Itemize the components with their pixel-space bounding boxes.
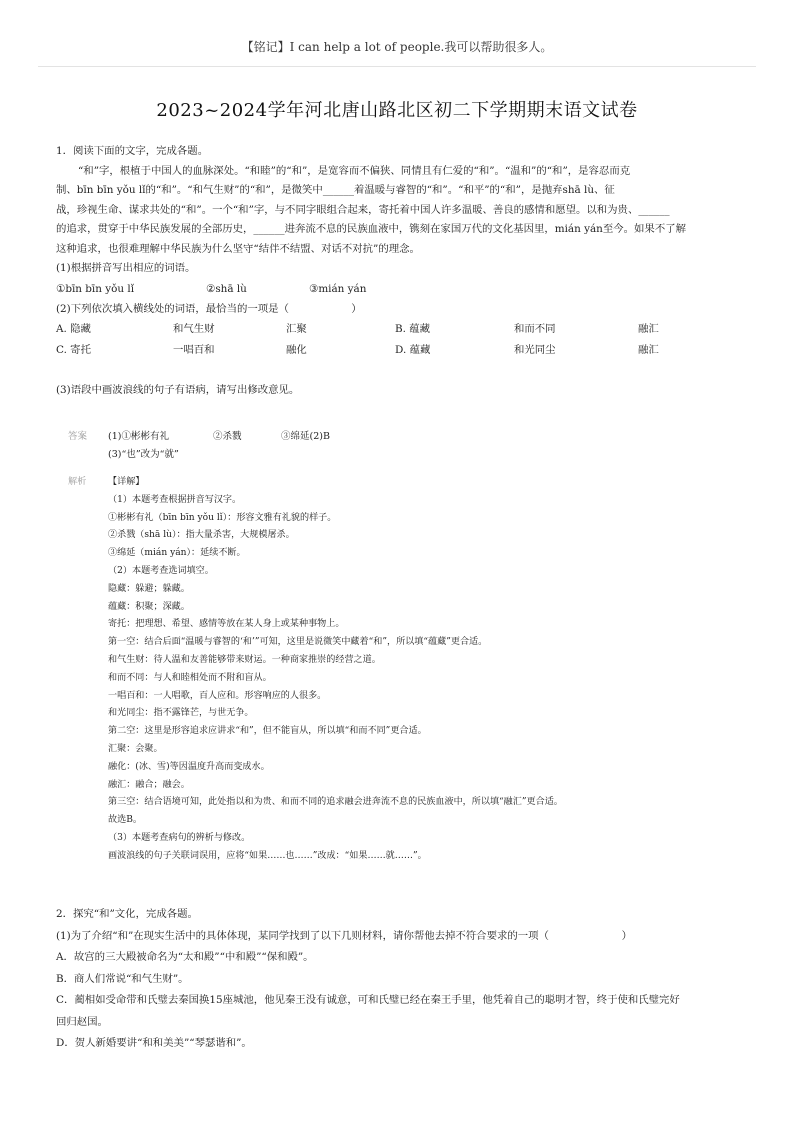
explanation-line: 第三空：结合语境可知，此处指以和为贵、和而不同的追求融会进奔流不息的民族血液中，所以填“融汇”更合适。 — [108, 797, 563, 808]
option-cell: 和光同尘 — [514, 344, 556, 356]
explanation-line: （3）本题考查病句的辨析与修改。 — [108, 832, 251, 843]
pinyin-item: ①bīn bīn yǒu lǐ — [56, 282, 135, 295]
option-cell: A. 隐藏 — [56, 323, 91, 335]
pinyin-item: ②shā lù — [206, 282, 247, 295]
question-2 — [56, 904, 742, 1055]
explanation-line: 汇聚：会聚。 — [108, 743, 163, 754]
q1-heading: 1．阅读下面的文字，完成各题。 — [56, 145, 209, 157]
explanation-line: 和气生财：待人温和友善能够带来财运。一种商家推崇的经营之道。 — [108, 654, 381, 665]
q2-option: D．贺人新婚要讲“和和美美”“琴瑟谐和”。 — [56, 1037, 252, 1049]
q1-passage-line: 的追求，贯穿于中华民族发展的全部历史，______进奔流不息的民族血液中，镌刻在家国万代的文化基因里，mián yán至今。如果不了解 — [56, 223, 686, 235]
option-cell: 融化 — [286, 344, 307, 356]
motto-header: 【铭记】I can help a lot of people.我可以帮助很多人。 — [241, 40, 553, 54]
explanation-line: 【详解】 — [108, 477, 145, 487]
q1-sub3: (3)语段中画波浪线的句子有语病，请写出修改意见。 — [56, 384, 300, 396]
q1-passage-line: 这种追求，也很难理解中华民族为什么坚守“结伴不结盟、对话不对抗”的理念。 — [56, 242, 420, 255]
pinyin-row — [56, 279, 742, 300]
explanation-line: （2）本题考查选词填空。 — [108, 565, 214, 576]
q2-option: B．商人们常说“和气生财”。 — [56, 972, 189, 985]
explanation-line: ①彬彬有礼（bīn bīn yǒu lǐ）：形容文雅有礼貌的样子。 — [108, 512, 337, 523]
option-cell: 融汇 — [638, 323, 659, 335]
q1-sub1: (1)根据拼音写出相应的词语。 — [56, 262, 196, 274]
answer-label: 答案 — [68, 431, 88, 442]
q2-option: A．故宫的三大殿被命名为“太和殿”“中和殿”“保和殿”。 — [56, 951, 314, 963]
explanation-line: 和光同尘：指不露锋芒，与世无争。 — [108, 708, 254, 719]
q2-sub1: (1)为了介绍“和”在现实生活中的具体体现，某同学找到了以下几则材料，请你帮他去掉不符合要求的一项（ ） — [56, 929, 633, 942]
explanation-line: 寄托：把理想、希望、感情等放在某人身上或某种事物上。 — [108, 619, 345, 630]
option-cell: B. 蕴藏 — [395, 323, 431, 335]
explanation-label: 解析 — [68, 477, 87, 487]
explanation-line: 蕴藏：积聚；深藏。 — [108, 601, 190, 612]
options-row-ab — [56, 319, 742, 340]
option-cell: 一唱百和 — [173, 344, 215, 356]
explanation-line: 画波浪线的句子关联词误用，应将“如果……也……”改成：“如果……就……”。 — [108, 850, 427, 861]
explanation-block — [68, 474, 758, 866]
q1-sub2: (2)下列依次填入横线处的词语，最恰当的一项是（ ） — [56, 302, 362, 315]
option-cell: 和气生财 — [173, 323, 215, 335]
explanation-line: 一唱百和：一人唱歌，百人应和。形容响应的人很多。 — [108, 690, 327, 701]
explanation-line: 隐藏：躲避；躲藏。 — [108, 583, 190, 594]
explanation-line: 和而不同：与人和睦相处而不附和盲从。 — [108, 672, 272, 683]
q1-passage-line: 战，珍视生命、谋求共处的“和”。一个“和”字，与不同字眼组合起来，寄托着中国人许多温暖、善良的感情和愿望。以和为贵、______ — [56, 203, 670, 216]
explanation-line: 第一空：结合后面“温暖与睿智的‘和’”可知，这里是说微笑中藏着“和”，所以填“蕴藏”更合适。 — [108, 637, 488, 648]
answer-item: (1)①彬彬有礼 — [108, 431, 169, 442]
question-1 — [56, 142, 742, 401]
answer-item: ③绵延(2)B — [281, 431, 330, 442]
explanation-line: 第二空：这里是形容追求应讲求“和”，但不能盲从，所以填“和而不同”更合适。 — [108, 726, 427, 737]
header-divider — [38, 66, 756, 67]
answer-item: ②杀戮 — [213, 431, 242, 442]
answer-line — [108, 428, 758, 446]
explanation-line: ②杀戮（shā lù）：指大量杀害，大规模屠杀。 — [108, 530, 295, 541]
q2-option: 回归赵国。 — [56, 1015, 108, 1028]
q1-passage-line: “和”字，根植于中国人的血脉深处。“和睦”的“和”，是宽容而不偏狭、同情且有仁爱的“和”。“温和”的“和”，是容忍而克 — [78, 164, 631, 177]
option-cell: 融汇 — [638, 344, 659, 356]
q1-passage-line: 制、bīn bīn yǒu lǐ的“和”。“和气生财”的“和”，是微笑中______着温暖与睿智的“和”。“和平”的“和”，是抛弃shā lù、征 — [56, 184, 615, 196]
options-row-cd — [56, 340, 742, 361]
explanation-line: 故选B。 — [108, 815, 142, 826]
answer-line: (3)“也”改为“就” — [108, 448, 179, 460]
option-cell: C. 寄托 — [56, 344, 91, 356]
explanation-line: 融汇：融合；融会。 — [108, 779, 190, 790]
page-title: 2023~2024学年河北唐山路北区初二下学期期末语文试卷 — [156, 100, 638, 121]
option-cell: D. 蕴藏 — [395, 344, 431, 356]
answer-block — [68, 428, 758, 464]
pinyin-item: ③mián yán — [309, 282, 367, 295]
option-cell: 汇聚 — [286, 323, 307, 335]
q2-option: C．蔺相如受命带和氏璧去秦国换15座城池，他见秦王没有诚意，可和氏璧已经在秦王手里，他凭着自己的聪明才智，终于使和氏璧完好 — [56, 994, 680, 1006]
q2-heading: 2．探究“和”文化，完成各题。 — [56, 908, 198, 920]
explanation-line: ③绵延（mián yán）：延续不断。 — [108, 548, 246, 559]
explanation-line: 融化：(冰、雪)等因温度升高而变成水。 — [108, 761, 270, 772]
option-cell: 和而不同 — [514, 323, 556, 335]
explanation-line: （1）本题考查根据拼音写汉字。 — [108, 494, 242, 505]
